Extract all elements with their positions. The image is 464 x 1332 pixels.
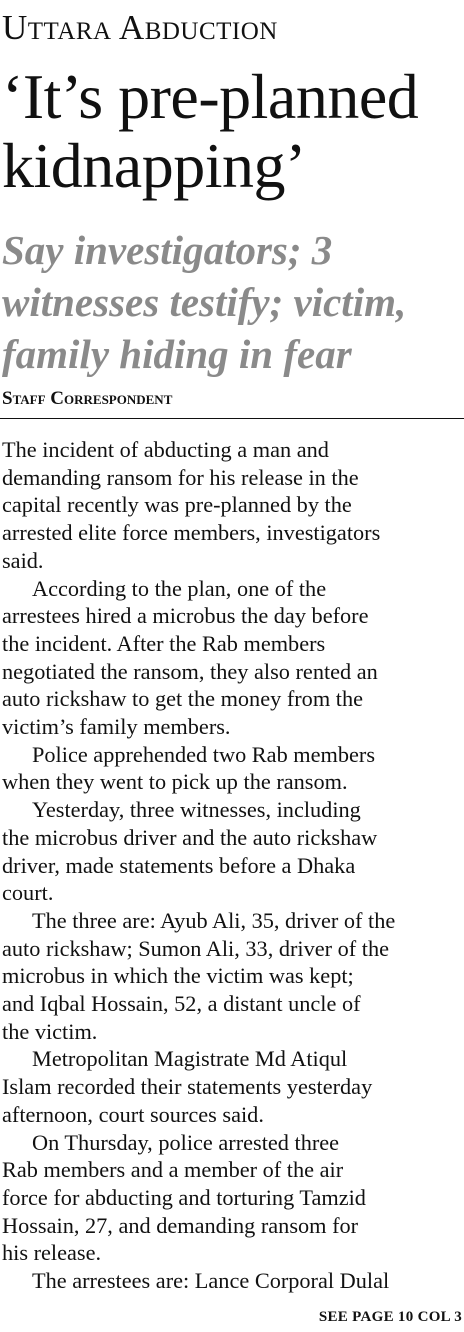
article-deck [2,224,464,380]
body-text-line: The three are: Ayub Ali, 35, driver of the [32,907,396,933]
body-text-line: court. [2,880,54,906]
body-text-line: driver, made statements before a Dhaka [2,852,356,878]
deck-line: witnesses testify; victim, [2,279,407,325]
deck-line: Say investigators; 3 [2,227,333,273]
byline-divider [0,418,464,419]
body-text-line: and Iqbal Hossain, 52, a distant uncle of [2,991,361,1017]
body-text-line: when they went to pick up the ransom. [2,769,348,795]
body-text-line: victim’s family members. [2,714,231,740]
body-text-line: afternoon, court sources said. [2,1101,264,1127]
body-text-line: the incident. After the Rab members [2,630,326,656]
continuation-jump-line: SEE PAGE 10 COL 3 [318,1309,462,1325]
body-text-line: According to the plan, one of the [32,575,327,601]
body-text-line: auto rickshaw; Sumon Ali, 33, driver of the [2,935,390,961]
article-byline: Staff Correspondent [2,388,173,409]
body-text-line: The incident of abducting a man and [2,437,329,462]
body-text-line: Islam recorded their statements yesterday [2,1074,373,1100]
headline-line: kidnapping’ [2,130,306,201]
article-kicker: Uttara Abduction [2,8,278,47]
body-text-line: The arrestees are: Lance Corporal Dulal [32,1268,390,1294]
body-text-line: microbus in which the victim was kept; [2,963,354,989]
article-headline [2,62,464,200]
body-text-line: the victim. [2,1018,98,1044]
body-text-line: his release. [2,1240,102,1266]
body-text-line: Hossain, 27, and demanding ransom for [2,1212,359,1238]
body-text-line: said. [2,547,44,573]
body-text-line: Yesterday, three witnesses, including [32,797,361,823]
body-text-line: Metropolitan Magistrate Md Atiqul [32,1046,348,1072]
body-text-line: negotiated the ransom, they also rented an [2,658,378,684]
body-text-line: Police apprehended two Rab members [32,741,376,767]
deck-line: family hiding in fear [2,331,352,377]
body-text-line: capital recently was pre-planned by the [2,492,352,518]
body-text-line: auto rickshaw to get the money from the [2,686,363,712]
body-text-line: arrestees hired a microbus the day before [2,603,369,629]
body-text-line: demanding ransom for his release in the [2,464,359,490]
body-text-line: On Thursday, police arrested three [32,1129,340,1155]
body-text-line: the microbus driver and the auto rickshaw [2,824,378,850]
body-text-line: arrested elite force members, investigators [2,520,381,546]
article-body [2,436,464,1295]
body-text-line: Rab members and a member of the air [2,1157,344,1183]
headline-line: ‘It’s pre-planned [2,61,419,132]
body-text-line: force for abducting and torturing Tamzid [2,1184,366,1210]
